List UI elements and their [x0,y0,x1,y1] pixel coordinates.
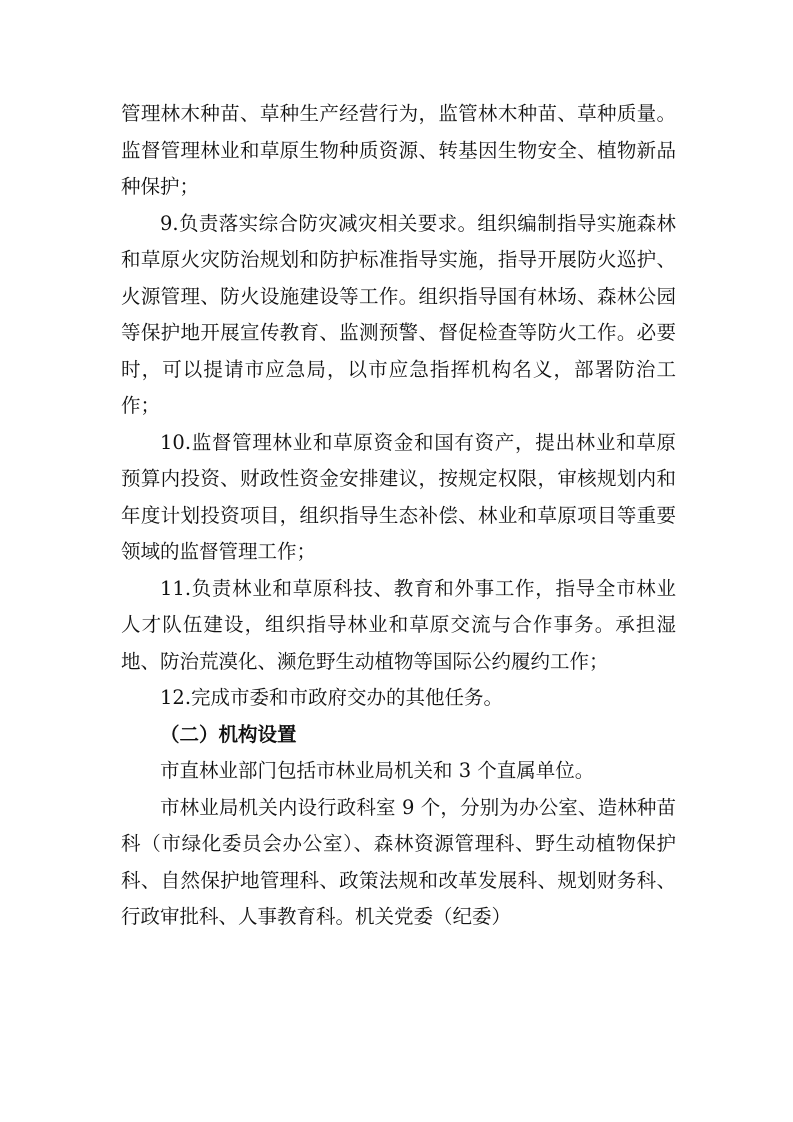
document-body [121,96,676,936]
paragraph-item-11: 11.负责林业和草原科技、教育和外事工作，指导全市林业人才队伍建设，组织指导林业和草原交流与合作事务。承担湿地、防治荒漠化、濒危野生动植物等国际公约履约工作； [121,576,676,673]
paragraph-seed-management: 管理林木种苗、草种生产经营行为，监管林木种苗、草种质量。监督管理林业和草原生物种质资源、转基因生物安全、植物新品种保护； [121,102,676,198]
paragraph-sections: 市林业局机关内设行政科室 9 个，分别为办公室、造林种苗科（市绿化委员会办公室）、森林资源管理科、野生动植物保护科、自然保护地管理科、政策法规和改革发展科、规划财务科、行政审批科、人事教育科。机关党委（纪委） [121,795,676,928]
paragraph-item-9: 9.负责落实综合防灾减灾相关要求。组织编制指导实施森林和草原火灾防治规划和防护标准指导实施，指导开展防火巡护、火源管理、防火设施建设等工作。组织指导国有林场、森林公园等保护地开展宣传教育、监测预警、督促检查等防火工作。必要时，可以提请市应急局，以市应急指挥机构名义，部署防治工作； [121,211,676,417]
paragraph-departments: 市直林业部门包括市林业局机关和 3 个直属单位。 [160,759,595,782]
paragraph-item-10: 10.监督管理林业和草原资金和国有资产，提出林业和草原预算内投资、财政性资金安排建议，按规定权限，审核规划内和年度计划投资项目，组织指导生态补偿、林业和草原项目等重要领域的监督管理工作； [121,430,676,563]
section-heading: （二）机构设置 [160,722,297,746]
paragraph-item-12: 12.完成市委和市政府交办的其他任务。 [160,686,504,709]
